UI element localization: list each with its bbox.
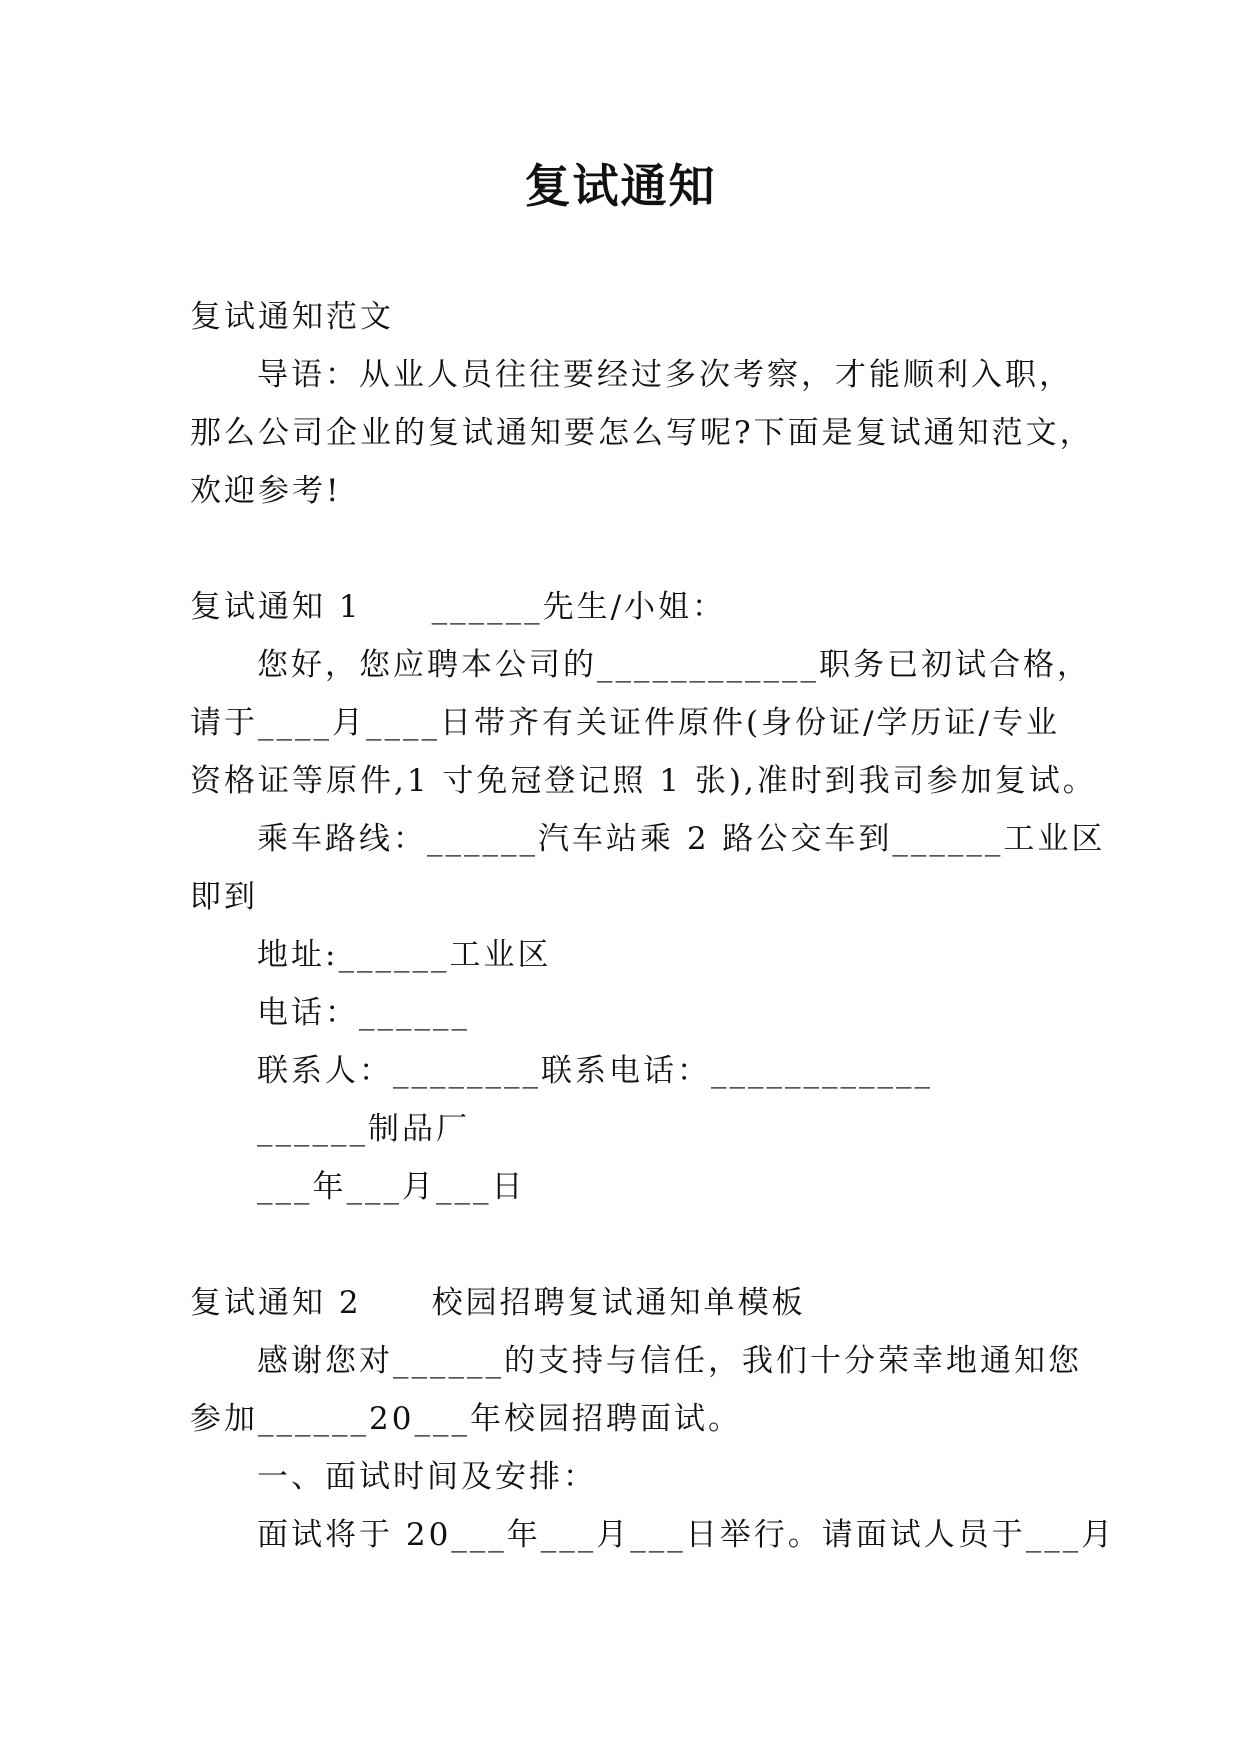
notice1-contact: 联系人：________联系电话：____________ xyxy=(257,1053,933,1089)
notice2-header xyxy=(190,1274,1070,1332)
notice1-address: 地址:______工业区 xyxy=(257,937,552,973)
spacer xyxy=(190,1216,1070,1274)
notice1-route: 乘车路线：______汽车站乘 2 路公交车到______工业区 xyxy=(257,821,1106,857)
notice1-body-line: 您好，您应聘本公司的____________职务已初试合格， xyxy=(257,647,1091,683)
notice2-body-line: 参加______20___年校园招聘面试。 xyxy=(190,1401,742,1437)
document-body xyxy=(190,288,1116,1564)
intro-line: 欢迎参考! xyxy=(190,473,342,509)
spacer xyxy=(190,520,1070,578)
notice1-company: ______制品厂 xyxy=(257,1111,470,1147)
intro-line: 那么公司企业的复试通知要怎么写呢?下面是复试通知范文， xyxy=(190,415,1094,451)
notice2-section-heading: 一、面试时间及安排： xyxy=(257,1459,597,1495)
page-title: 复试通知 xyxy=(524,159,717,213)
intro-line: 导语：从业人员往往要经过多次考察，才能顺利入职， xyxy=(257,357,1073,393)
notice2-heading-title: 校园招聘复试通知单模板 xyxy=(431,1285,806,1321)
notice2-body-line: 感谢您对______的支持与信任，我们十分荣幸地通知您 xyxy=(257,1343,1082,1379)
document-subtitle: 复试通知范文 xyxy=(190,299,394,335)
notice1-route: 即到 xyxy=(190,879,258,915)
notice1-header xyxy=(190,578,1070,636)
notice1-phone: 电话：______ xyxy=(257,995,470,1031)
notice1-salutation: ______先生/小姐： xyxy=(431,589,727,625)
notice1-heading: 复试通知 1 xyxy=(190,589,362,625)
notice1-body-line: 资格证等原件,1 寸免冠登记照 1 张),准时到我司参加复试。 xyxy=(190,763,1097,799)
notice2-heading: 复试通知 2 xyxy=(190,1285,362,1321)
notice1-date: ___年___月___日 xyxy=(257,1169,526,1205)
notice2-schedule: 面试将于 20___年___月___日举行。请面试人员于___月 xyxy=(257,1517,1116,1553)
notice1-body-line: 请于____月____日带齐有关证件原件(身份证/学历证/专业 xyxy=(190,705,1060,741)
